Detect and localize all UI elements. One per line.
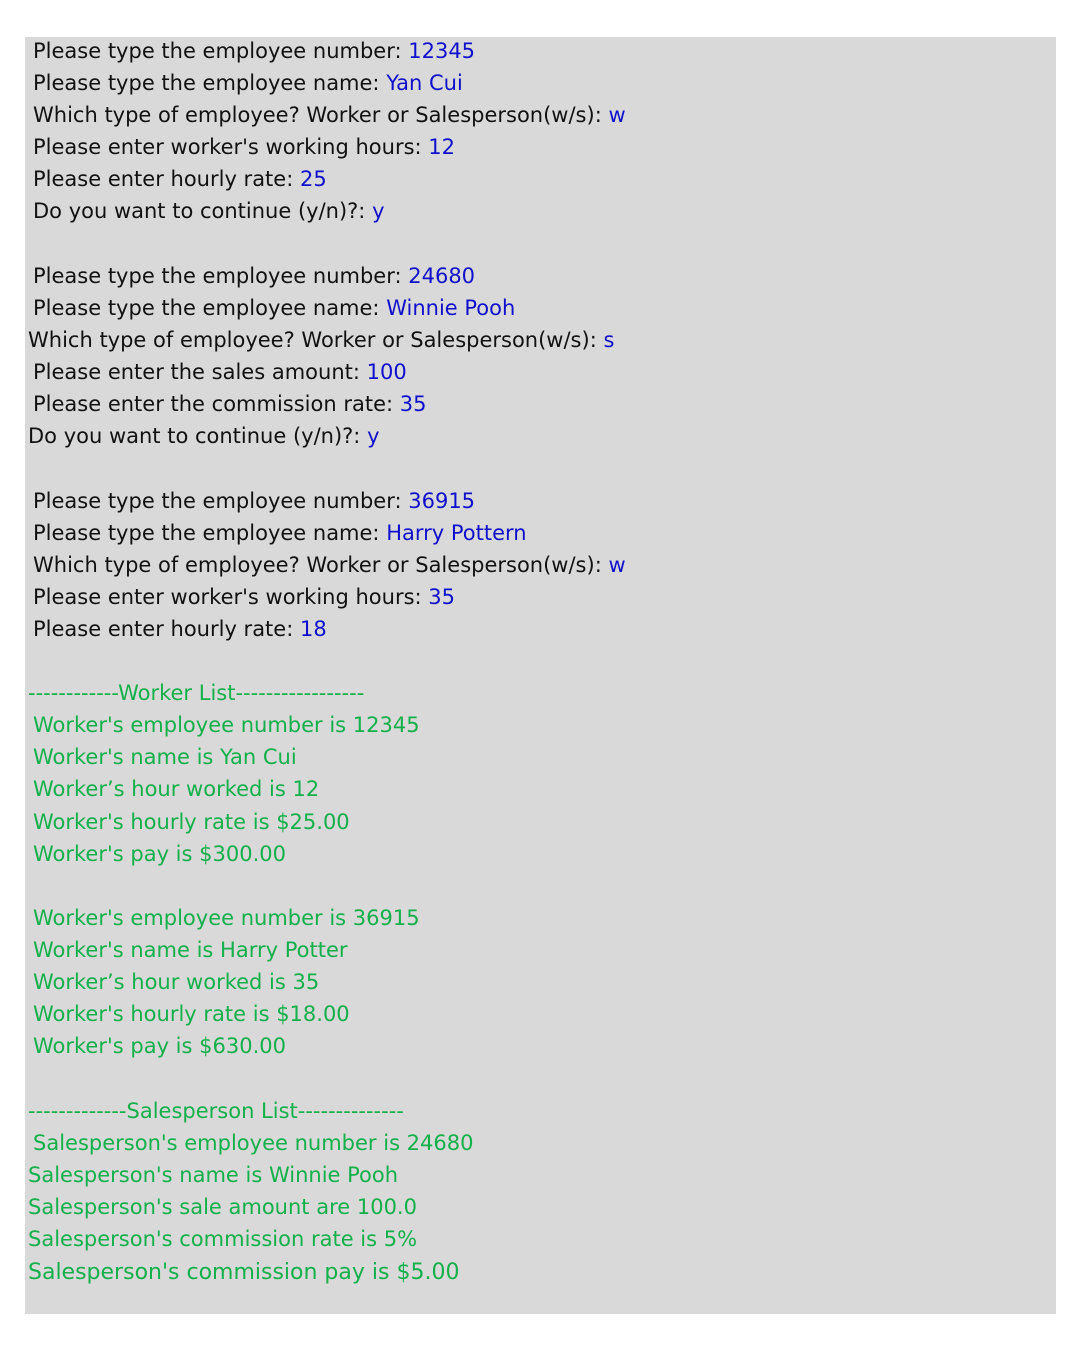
output-line: Worker's hourly rate is $25.00 xyxy=(33,810,350,834)
user-input: 12345 xyxy=(408,39,476,63)
console-line xyxy=(33,164,327,194)
prompt-text: Which type of employee? Worker or Salesperson(w/s): xyxy=(33,553,609,577)
console-line xyxy=(33,518,527,548)
console-line xyxy=(33,261,475,291)
output-line: Salesperson's commission rate is 5% xyxy=(28,1227,418,1251)
console-line xyxy=(33,196,385,226)
console-line xyxy=(33,36,475,66)
prompt-text: Please enter hourly rate: xyxy=(33,167,300,191)
output-line: Salesperson's sale amount are 100.0 xyxy=(28,1195,417,1219)
prompt-text: Do you want to continue (y/n)?: xyxy=(33,199,373,223)
output-line: Worker's name is Harry Potter xyxy=(33,938,348,962)
prompt-text: Which type of employee? Worker or Salesperson(w/s): xyxy=(33,103,609,127)
output-line: Salesperson's name is Winnie Pooh xyxy=(28,1163,399,1187)
console-line xyxy=(28,325,614,355)
user-input: Yan Cui xyxy=(386,71,463,95)
output-line: Worker's name is Yan Cui xyxy=(33,745,297,769)
user-input: 25 xyxy=(299,167,327,191)
user-input: Winnie Pooh xyxy=(386,296,516,320)
output-line: Worker's hourly rate is $18.00 xyxy=(33,1002,350,1026)
user-input: w xyxy=(608,103,626,127)
user-input: w xyxy=(608,553,626,577)
user-input: 36915 xyxy=(408,489,476,513)
output-line: Worker's pay is $630.00 xyxy=(33,1034,286,1058)
console-output xyxy=(25,37,1056,1314)
user-input: 12 xyxy=(428,135,456,159)
user-input: 35 xyxy=(428,585,456,609)
prompt-text: Please enter worker's working hours: xyxy=(33,135,429,159)
user-input: 18 xyxy=(299,617,327,641)
user-input: y xyxy=(367,424,380,448)
prompt-text: Please enter the sales amount: xyxy=(33,360,367,384)
console-line xyxy=(33,486,475,516)
user-input: 35 xyxy=(399,392,427,416)
user-input: 24680 xyxy=(408,264,476,288)
prompt-text: Please enter the commission rate: xyxy=(33,392,400,416)
output-line: Salesperson's employee number is 24680 xyxy=(33,1131,474,1155)
console-line xyxy=(33,550,626,580)
output-line: Salesperson's commission pay is $5.00 xyxy=(28,1260,460,1285)
user-input: 100 xyxy=(366,360,407,384)
output-line: Worker's pay is $300.00 xyxy=(33,842,286,866)
output-line: Worker’s hour worked is 35 xyxy=(33,970,320,994)
user-input: y xyxy=(372,199,385,223)
prompt-text: Do you want to continue (y/n)?: xyxy=(28,424,368,448)
output-line: Worker's employee number is 36915 xyxy=(33,906,420,930)
console-line xyxy=(33,614,327,644)
user-input: s xyxy=(603,328,615,352)
salesperson-list-header: -------------Salesperson List-------------- xyxy=(28,1099,404,1123)
console-line xyxy=(33,582,455,612)
console-line xyxy=(33,357,407,387)
prompt-text: Please type the employee name: xyxy=(33,296,387,320)
console-line xyxy=(33,132,455,162)
prompt-text: Which type of employee? Worker or Salesperson(w/s): xyxy=(28,328,604,352)
console-line xyxy=(28,421,380,451)
console-line xyxy=(33,293,515,323)
console-line xyxy=(33,389,427,419)
console-line xyxy=(33,100,626,130)
console-line xyxy=(33,68,463,98)
prompt-text: Please enter worker's working hours: xyxy=(33,585,429,609)
prompt-text: Please type the employee number: xyxy=(33,39,409,63)
worker-list-header: ------------Worker List----------------- xyxy=(28,681,365,705)
output-line: Worker’s hour worked is 12 xyxy=(33,777,320,801)
prompt-text: Please type the employee name: xyxy=(33,71,387,95)
prompt-text: Please type the employee number: xyxy=(33,264,409,288)
prompt-text: Please type the employee name: xyxy=(33,521,387,545)
output-line: Worker's employee number is 12345 xyxy=(33,713,420,737)
user-input: Harry Pottern xyxy=(386,521,527,545)
prompt-text: Please enter hourly rate: xyxy=(33,617,300,641)
prompt-text: Please type the employee number: xyxy=(33,489,409,513)
